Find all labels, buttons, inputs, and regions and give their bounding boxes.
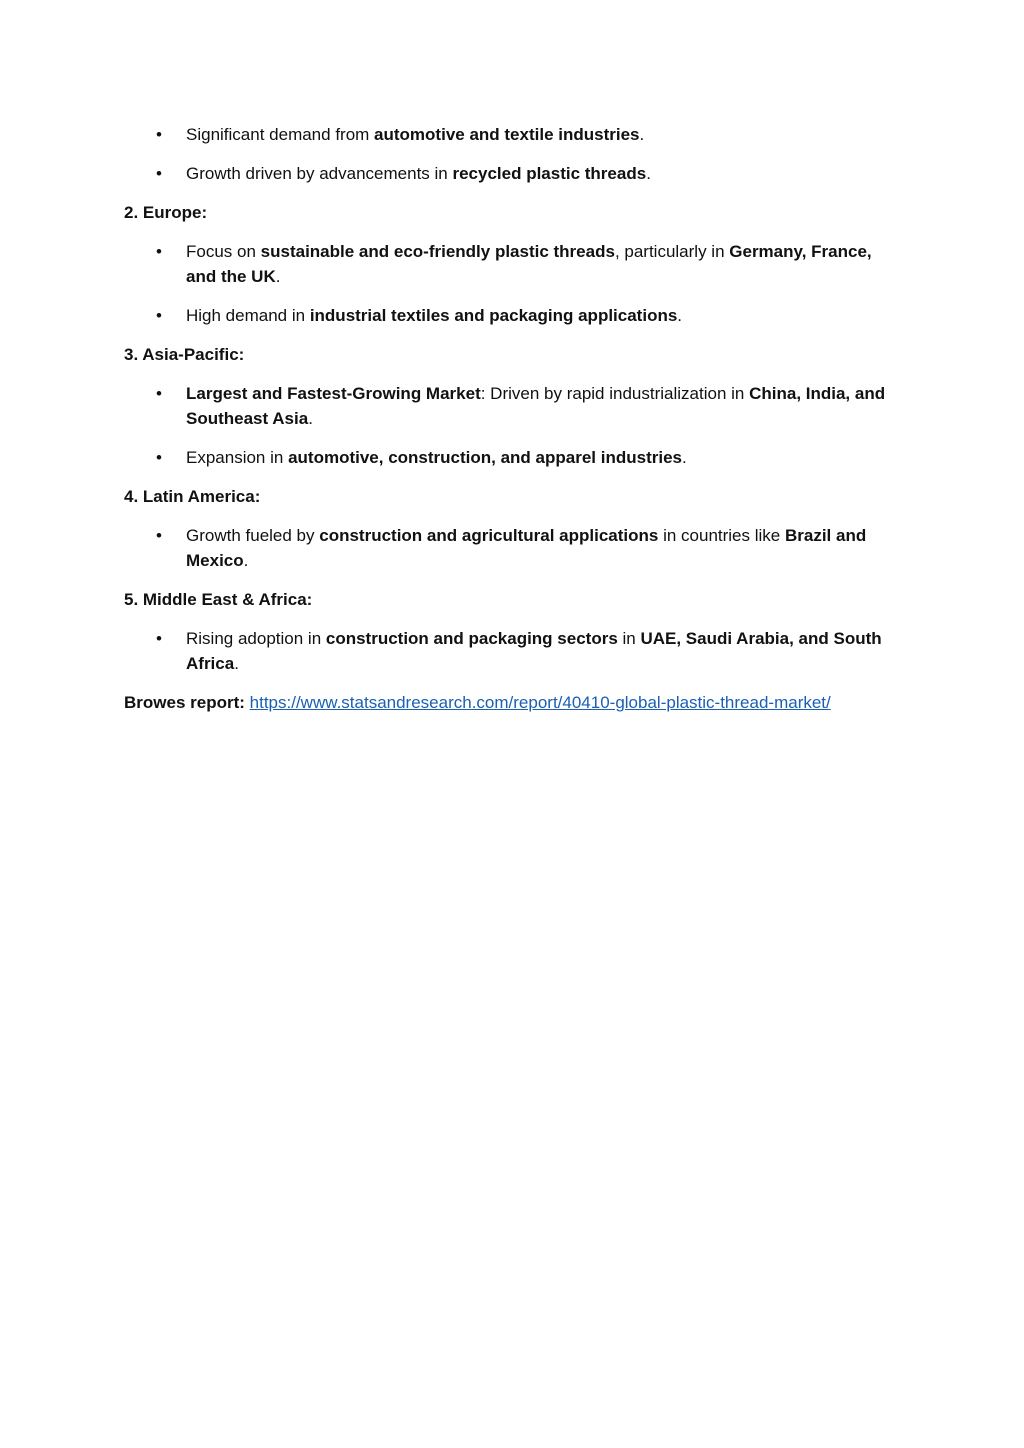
- bullet-icon: •: [156, 629, 162, 648]
- document-content: [124, 122, 904, 715]
- section-heading-asia-pacific: 3. Asia-Pacific:: [124, 345, 245, 364]
- bullet-icon: •: [156, 242, 162, 261]
- section-heading-latin-america: 4. Latin America:: [124, 487, 261, 506]
- report-label: Browes report:: [124, 693, 245, 712]
- list-item: • Largest and Fastest-Growing Market: Driven by rapid industrialization in China, India, and Southeast Asia.: [124, 381, 904, 431]
- list-item: • Focus on sustainable and eco-friendly plastic threads, particularly in Germany, France, and the UK.: [124, 239, 904, 289]
- list-item: • Growth driven by advancements in recycled plastic threads.: [124, 161, 904, 186]
- bullet-icon: •: [156, 384, 162, 403]
- bullet-icon: •: [156, 164, 162, 183]
- section-heading-middle-east-africa: 5. Middle East & Africa:: [124, 590, 313, 609]
- bullet-icon: •: [156, 306, 162, 325]
- bullet-icon: •: [156, 125, 162, 144]
- list-item: • Expansion in automotive, construction, and apparel industries.: [124, 445, 904, 470]
- bullet-icon: •: [156, 448, 162, 467]
- list-item: • Significant demand from automotive and textile industries.: [124, 122, 904, 147]
- report-link[interactable]: https://www.statsandresearch.com/report/40410-global-plastic-thread-market/: [249, 693, 831, 712]
- list-item: • Growth fueled by construction and agricultural applications in countries like Brazil and Mexico.: [124, 523, 904, 573]
- middle-east-africa-bullets: [124, 626, 904, 676]
- asia-pacific-bullets: [124, 381, 904, 470]
- north-america-bullets: [124, 122, 904, 186]
- report-line: [124, 690, 904, 715]
- bullet-icon: •: [156, 526, 162, 545]
- europe-bullets: [124, 239, 904, 328]
- section-heading-europe: 2. Europe:: [124, 203, 208, 222]
- list-item: • Rising adoption in construction and packaging sectors in UAE, Saudi Arabia, and South Africa.: [124, 626, 904, 676]
- list-item: • High demand in industrial textiles and packaging applications.: [124, 303, 904, 328]
- latin-america-bullets: [124, 523, 904, 573]
